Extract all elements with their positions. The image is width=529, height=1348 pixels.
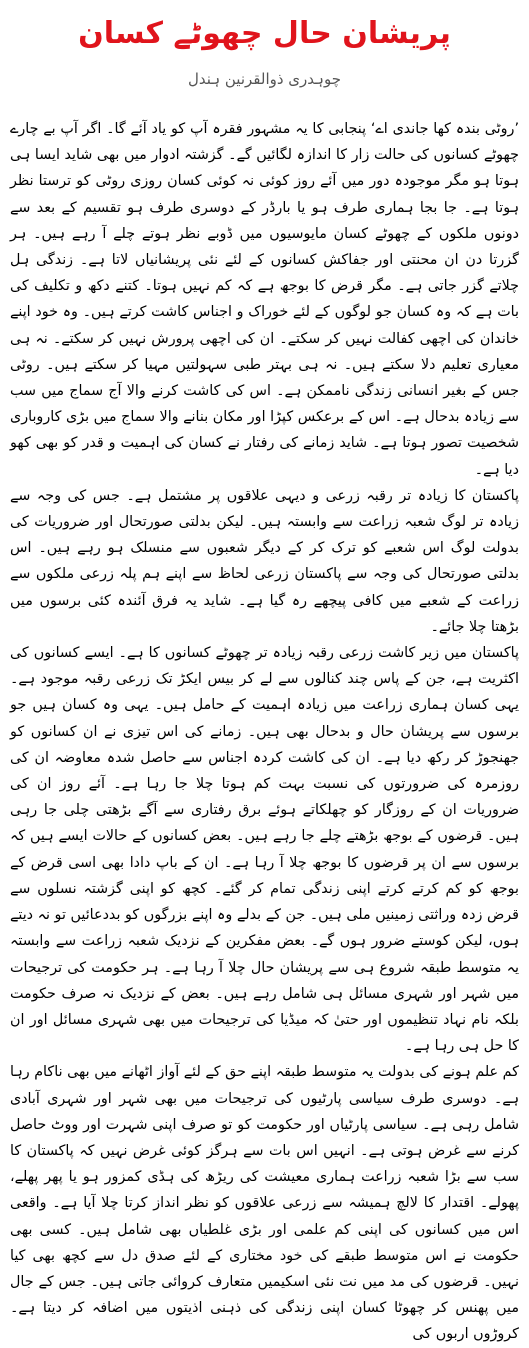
article-paragraph-2: پاکستان کا زیادہ تر رقبہ زرعی و دیہی علاقوں پر مشتمل ہے۔ جس کی وجہ سے زیادہ تر لوگ شعبہ زراعت سے وابستہ ہیں۔ لیکن بدلتی صورتحال اور ضروریات کی بدولت لوگ اس شعبے کو ترک کر کے دیگر شعبوں سے منسلک ہو رہے ہیں۔ اس بدلتی صورتحال کی وجہ سے پاکستان زرعی لحاظ سے اپنے ہم پلہ زرعی ملکوں سے زراعت کے شعبے میں کافی پیچھے رہ گیا ہے۔ شاید یہ فرق آئندہ کئی برسوں میں بڑھتا چلا جائے۔ [10, 487, 519, 635]
article-paragraph-1: ’روٹی بندہ کھا جاندی اے‘ پنجابی کا یہ مشہور فقرہ آپ کو یاد آئے گا۔ اگر آپ بے چارے چھوٹے کسانوں کی حالت زار کا اندازہ لگائیں گے۔ گزشتہ ادوار میں بھی شاید ایسا ہی ہوتا ہو مگر موجودہ دور میں آئے روز کوئی نہ کوئی کسان روزی روٹی کو ترستا نظر ہوتا ہے۔ جا بجا ہماری طرف ہو یا بارڈر کے دوسری طرف ہو تقسیم کے بعد سے دونوں ملکوں کے چھوٹے کسان مایوسیوں میں ڈوبے نظر ہوتے چلے آ رہے ہیں۔ ہر گزرتا دن ان محنتی اور جفاکش کسانوں کے لئے نئی پریشانیاں لاتا ہے۔ زندگی ہل چلاتے گزر جاتی ہے۔ مگر قرض کا بوجھ ہے کہ کم نہیں ہوتا۔ کتنے دکھ و تکلیف کی بات ہے کہ وہ کسان جو لوگوں کے لئے خوراک و اجناس کاشت کرتے ہیں۔ وہ خود اپنے خاندان کی اچھی کفالت نہیں کر سکتے۔ ان کی اچھی پرورش نہیں کر سکتے۔ نہ ہی معیاری تعلیم دلا سکتے ہیں۔ نہ ہی بہتر طبی سہولتیں مہیا کر سکتے ہیں۔ روٹی جس کے بغیر انسانی زندگی ناممکن ہے۔ اس کی کاشت کرنے والا آج سماج میں سب سے زیادہ بدحال ہے۔ اس کے برعکس کپڑا اور مکان بنانے والا سماج میں بڑی کاروباری شخصیت تصور ہوتا ہے۔ شاید زمانے کی رفتار نے کسان کی اہمیت و قدر کو بھی کھو دیا ہے۔ [10, 121, 519, 478]
article-author: چوہدری ذوالقرنین ہندل [188, 70, 341, 88]
article-body [10, 116, 519, 1348]
article-title: پریشان حال چھوٹے کسان [78, 16, 451, 51]
article-paragraph-3: پاکستان میں زیر کاشت زرعی رقبہ زیادہ تر چھوٹے کسانوں کا ہے۔ ایسے کسانوں کی اکثریت ہے، جن کے پاس چند کنالوں سے لے کر بیس ایکڑ تک زرعی رقبہ موجود ہے۔ یہی کسان ہماری زراعت میں زیادہ اہمیت کے حامل ہیں۔ یہی وہ کسان ہیں جو برسوں سے پریشان حال و بدحال بھی ہیں۔ زمانے کی اس تیزی نے ان کسانوں کو جھنجوڑ کر رکھ دیا ہے۔ ان کی کاشت کردہ اجناس سے حاصل شدہ معاوضہ ان کی روزمرہ کی ضرورتوں کی نسبت بہت کم ہوتا چلا جا رہا ہے۔ آئے روز ان کی ضروریات ان کے روزگار کو چھلکاتے ہوئے برق رفتاری سے آگے بڑھتی چلی جا رہی ہیں۔ قرضوں کے بوجھ بڑھتے چلے جا رہے ہیں۔ بعض کسانوں کے حالات ایسے ہیں کہ برسوں سے ان پر قرضوں کا بوجھ چلا آ رہا ہے۔ ان کے باپ دادا بھی اسی قرض کے بوجھ کو کم کرتے کرتے اپنی زندگی تمام کر گئے۔ کچھ کو اپنی گزشتہ نسلوں سے قرض زدہ وراثتی زمینیں ملی ہیں۔ جن کے بدلے وہ اپنے بزرگوں کو بددعائیں تو نہ دیتے ہوں، لیکن کوستے ضرور ہوں گے۔ بعض مفکرین کے نزدیک شعبہ زراعت سے وابستہ یہ متوسط طبقہ شروع ہی سے پریشان حال چلا آ رہا ہے۔ ہر حکومت کی ترجیحات میں شہر اور شہری مسائل ہی شامل رہے ہیں۔ بعض کے نزدیک نہ صرف حکومت بلکہ نام نہاد تنظیموں اور حتیٰ کہ میڈیا کی ترجیحات میں بھی شہری مسائل اور ان کا حل ہی رہا ہے۔ [10, 645, 519, 1055]
article-paragraph-4: کم علم ہونے کی بدولت یہ متوسط طبقہ اپنے حق کے لئے آواز اٹھانے میں بھی ناکام رہا ہے۔ دوسری طرف سیاسی پارٹیوں کی ترجیحات میں بھی شہر اور شہری آبادی شامل رہی ہے۔ سیاسی پارٹیاں اور حکومت کو تو صرف اپنی شہرت اور ووٹ حاصل کرنے سے غرض ہوتی ہے۔ انہیں اس بات سے ہرگز کوئی غرض نہیں کہ پاکستان کا سب سے بڑا شعبہ زراعت ہماری معیشت کی ریڑھ کی ہڈی کمزور ہو یا پھر پھلے، پھولے۔ اقتدار کا لالچ ہمیشہ سے زرعی علاقوں کو نظر انداز کرتا چلا آیا ہے۔ واقعی اس میں کسانوں کی اپنی کم علمی اور بڑی غلطیاں بھی شامل ہیں۔ کسی بھی حکومت نے اس متوسط طبقے کی خود مختاری کے لئے صدق دل سے کچھ بھی کیا نہیں۔ قرضوں کی مد میں نت نئی اسکیمیں متعارف کروائی جاتی ہیں۔ جس کے جال میں پھنس کر چھوٹا کسان اپنی زندگی کی ذہنی اذیتوں میں اضافہ کر دیتا ہے۔ کروڑوں اربوں کی [10, 1064, 519, 1343]
